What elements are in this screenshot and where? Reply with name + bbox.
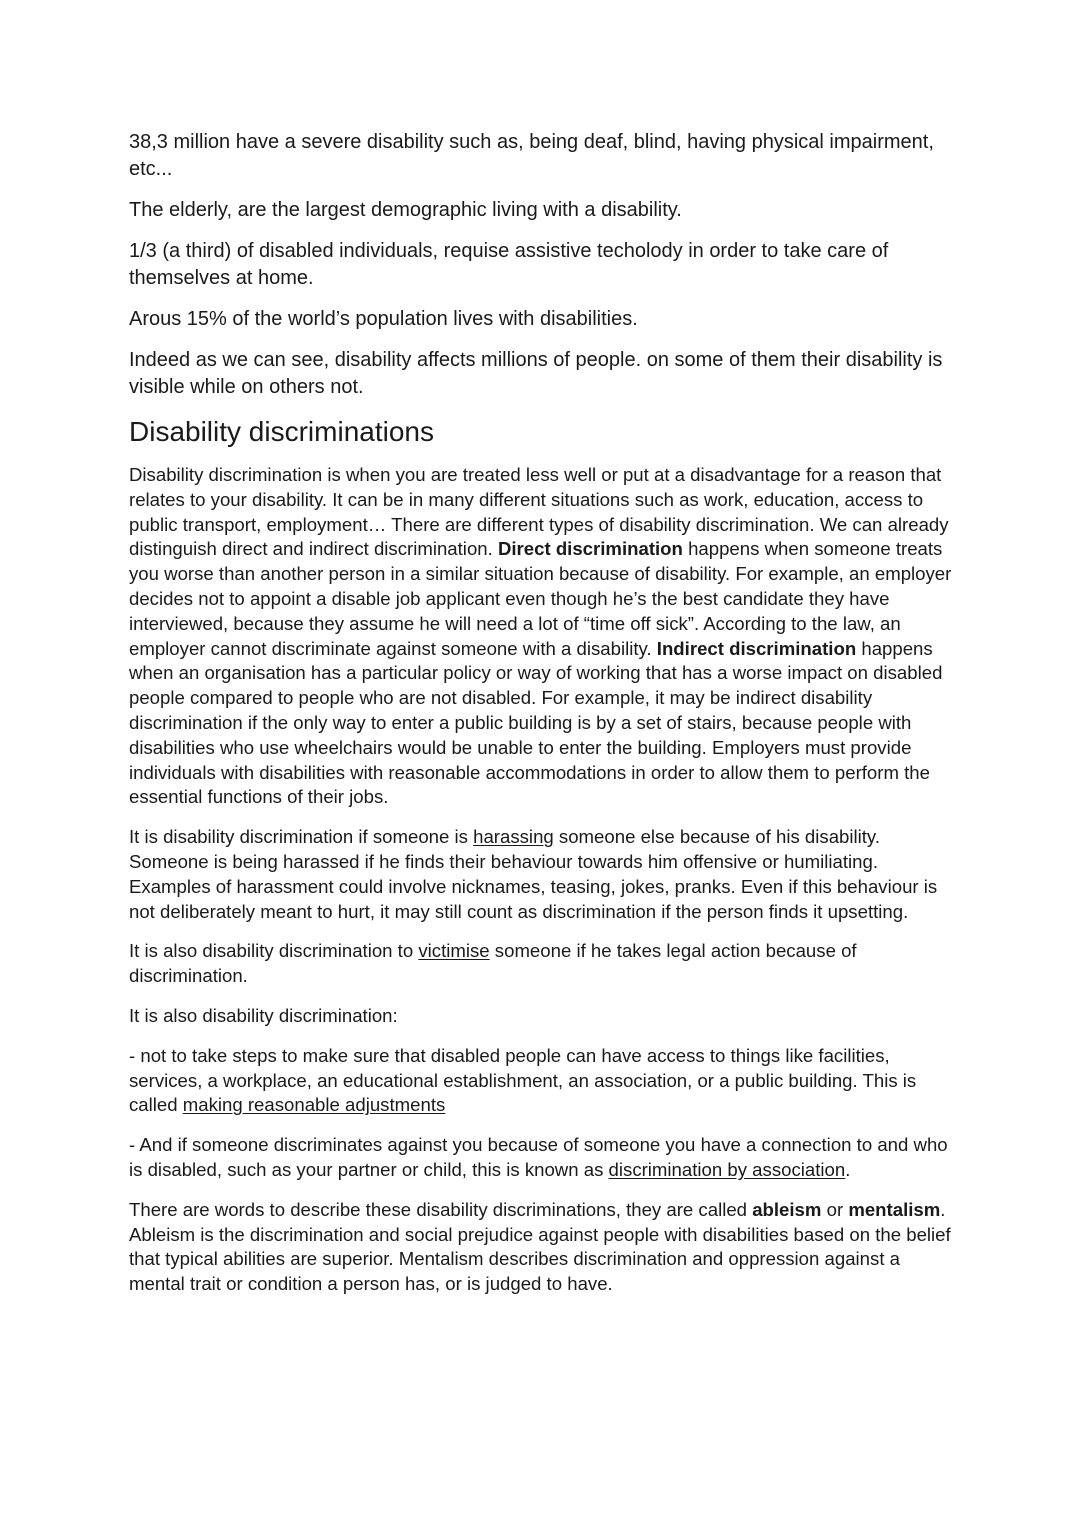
term-mentalism: mentalism: [848, 1198, 941, 1220]
paragraph-ableism: [129, 1198, 959, 1297]
text-run: Disability discrimination is when you are treated less well or put at a disadvantage for a reason that relates to your disability. It can be in many different situations such as work, education, access to public transport, employment… There are different types of disability discrimination. We can already distinguish direct and indirect discrimination.: [129, 464, 949, 560]
text-run: someone if he takes legal action because of discrimination.: [129, 940, 857, 987]
text-run: It is also disability discrimination to: [129, 940, 419, 962]
text-run: happens when someone treats you worse than another person in a similar situation because of disability. For example, an employer decides not to appoint a disable job applicant even though he’s the best candidate they have interviewed, because they assume he will need a lot of “time off sick”. According to the law, an employer cannot discriminate against someone with a disability.: [129, 538, 952, 659]
text-run: There are words to describe these disability discriminations, they are called: [129, 1198, 753, 1220]
text-run: . Ableism is the discrimination and social prejudice against people with disabilities based on the belief that typical abilities are superior. Mentalism describes discrimination and oppression against a mental trait or condition a person has, or is judged to have.: [129, 1198, 951, 1295]
intro-paragraph: The elderly, are the largest demographic living with a disability.: [129, 199, 682, 221]
term-direct-discrimination: Direct discrimination: [497, 538, 683, 560]
term-ableism: ableism: [752, 1198, 822, 1220]
text-run: happens when an organisation has a particular policy or way of working that has a worse impact on disabled people compared to people who are not disabled. For example, it may be indirect disability discrimination if the only way to enter a public building is by a set of stairs, because people with disabilities who use wheelchairs would be unable to enter the building. Employers must provide individuals with disabilities with reasonable accommodations in order to allow them to perform the essential functions of their jobs.: [129, 637, 943, 808]
document-page: [129, 129, 959, 1312]
text-run: It is disability discrimination if someone is: [129, 826, 474, 848]
paragraph-association: [129, 1133, 959, 1183]
paragraph-adjustments: [129, 1044, 959, 1118]
text-run: someone else because of his disability. Someone is being harassed if he finds their behaviour towards him offensive or humiliating. Examples of harassment could involve nicknames, teasing, jokes, pranks. Even if this behaviour is not deliberately meant to hurt, it may still count as discrimination if the person finds it upsetting.: [129, 826, 938, 922]
section-body: [129, 463, 959, 1297]
intro-block: [129, 129, 959, 401]
section-heading: Disability discriminations: [129, 416, 434, 447]
text-run: .: [845, 1158, 851, 1180]
paragraph-harassment: [129, 825, 959, 924]
text-run: - not to take steps to make sure that disabled people can have access to things like facilities, services, a workplace, an educational establishment, an association, or a public building. This is called: [129, 1044, 917, 1116]
paragraph-definition: [129, 463, 959, 810]
term-harassing: harassing: [473, 826, 554, 848]
intro-paragraph: 1/3 (a third) of disabled individuals, requise assistive techolody in order to take care of themselves at home.: [129, 240, 889, 289]
intro-paragraph: 38,3 million have a severe disability such as, being deaf, blind, having physical impairment, etc...: [129, 131, 934, 180]
paragraph-victimise: [129, 939, 959, 989]
term-victimise: victimise: [418, 940, 490, 962]
paragraph-also: It is also disability discrimination:: [129, 1004, 398, 1026]
text-run: - And if someone discriminates against you because of someone you have a connection to and who is disabled, such as your partner or child, this is known as: [129, 1134, 948, 1180]
term-reasonable-adjustments: making reasonable adjustments: [182, 1094, 446, 1116]
text-run: or: [821, 1198, 849, 1220]
intro-paragraph: Arous 15% of the world’s population lives with disabilities.: [129, 308, 638, 330]
term-discrimination-by-association: discrimination by association: [608, 1158, 846, 1180]
term-indirect-discrimination: Indirect discrimination: [656, 637, 857, 659]
intro-paragraph: Indeed as we can see, disability affects millions of people. on some of them their disability is visible while on others not.: [129, 349, 943, 398]
